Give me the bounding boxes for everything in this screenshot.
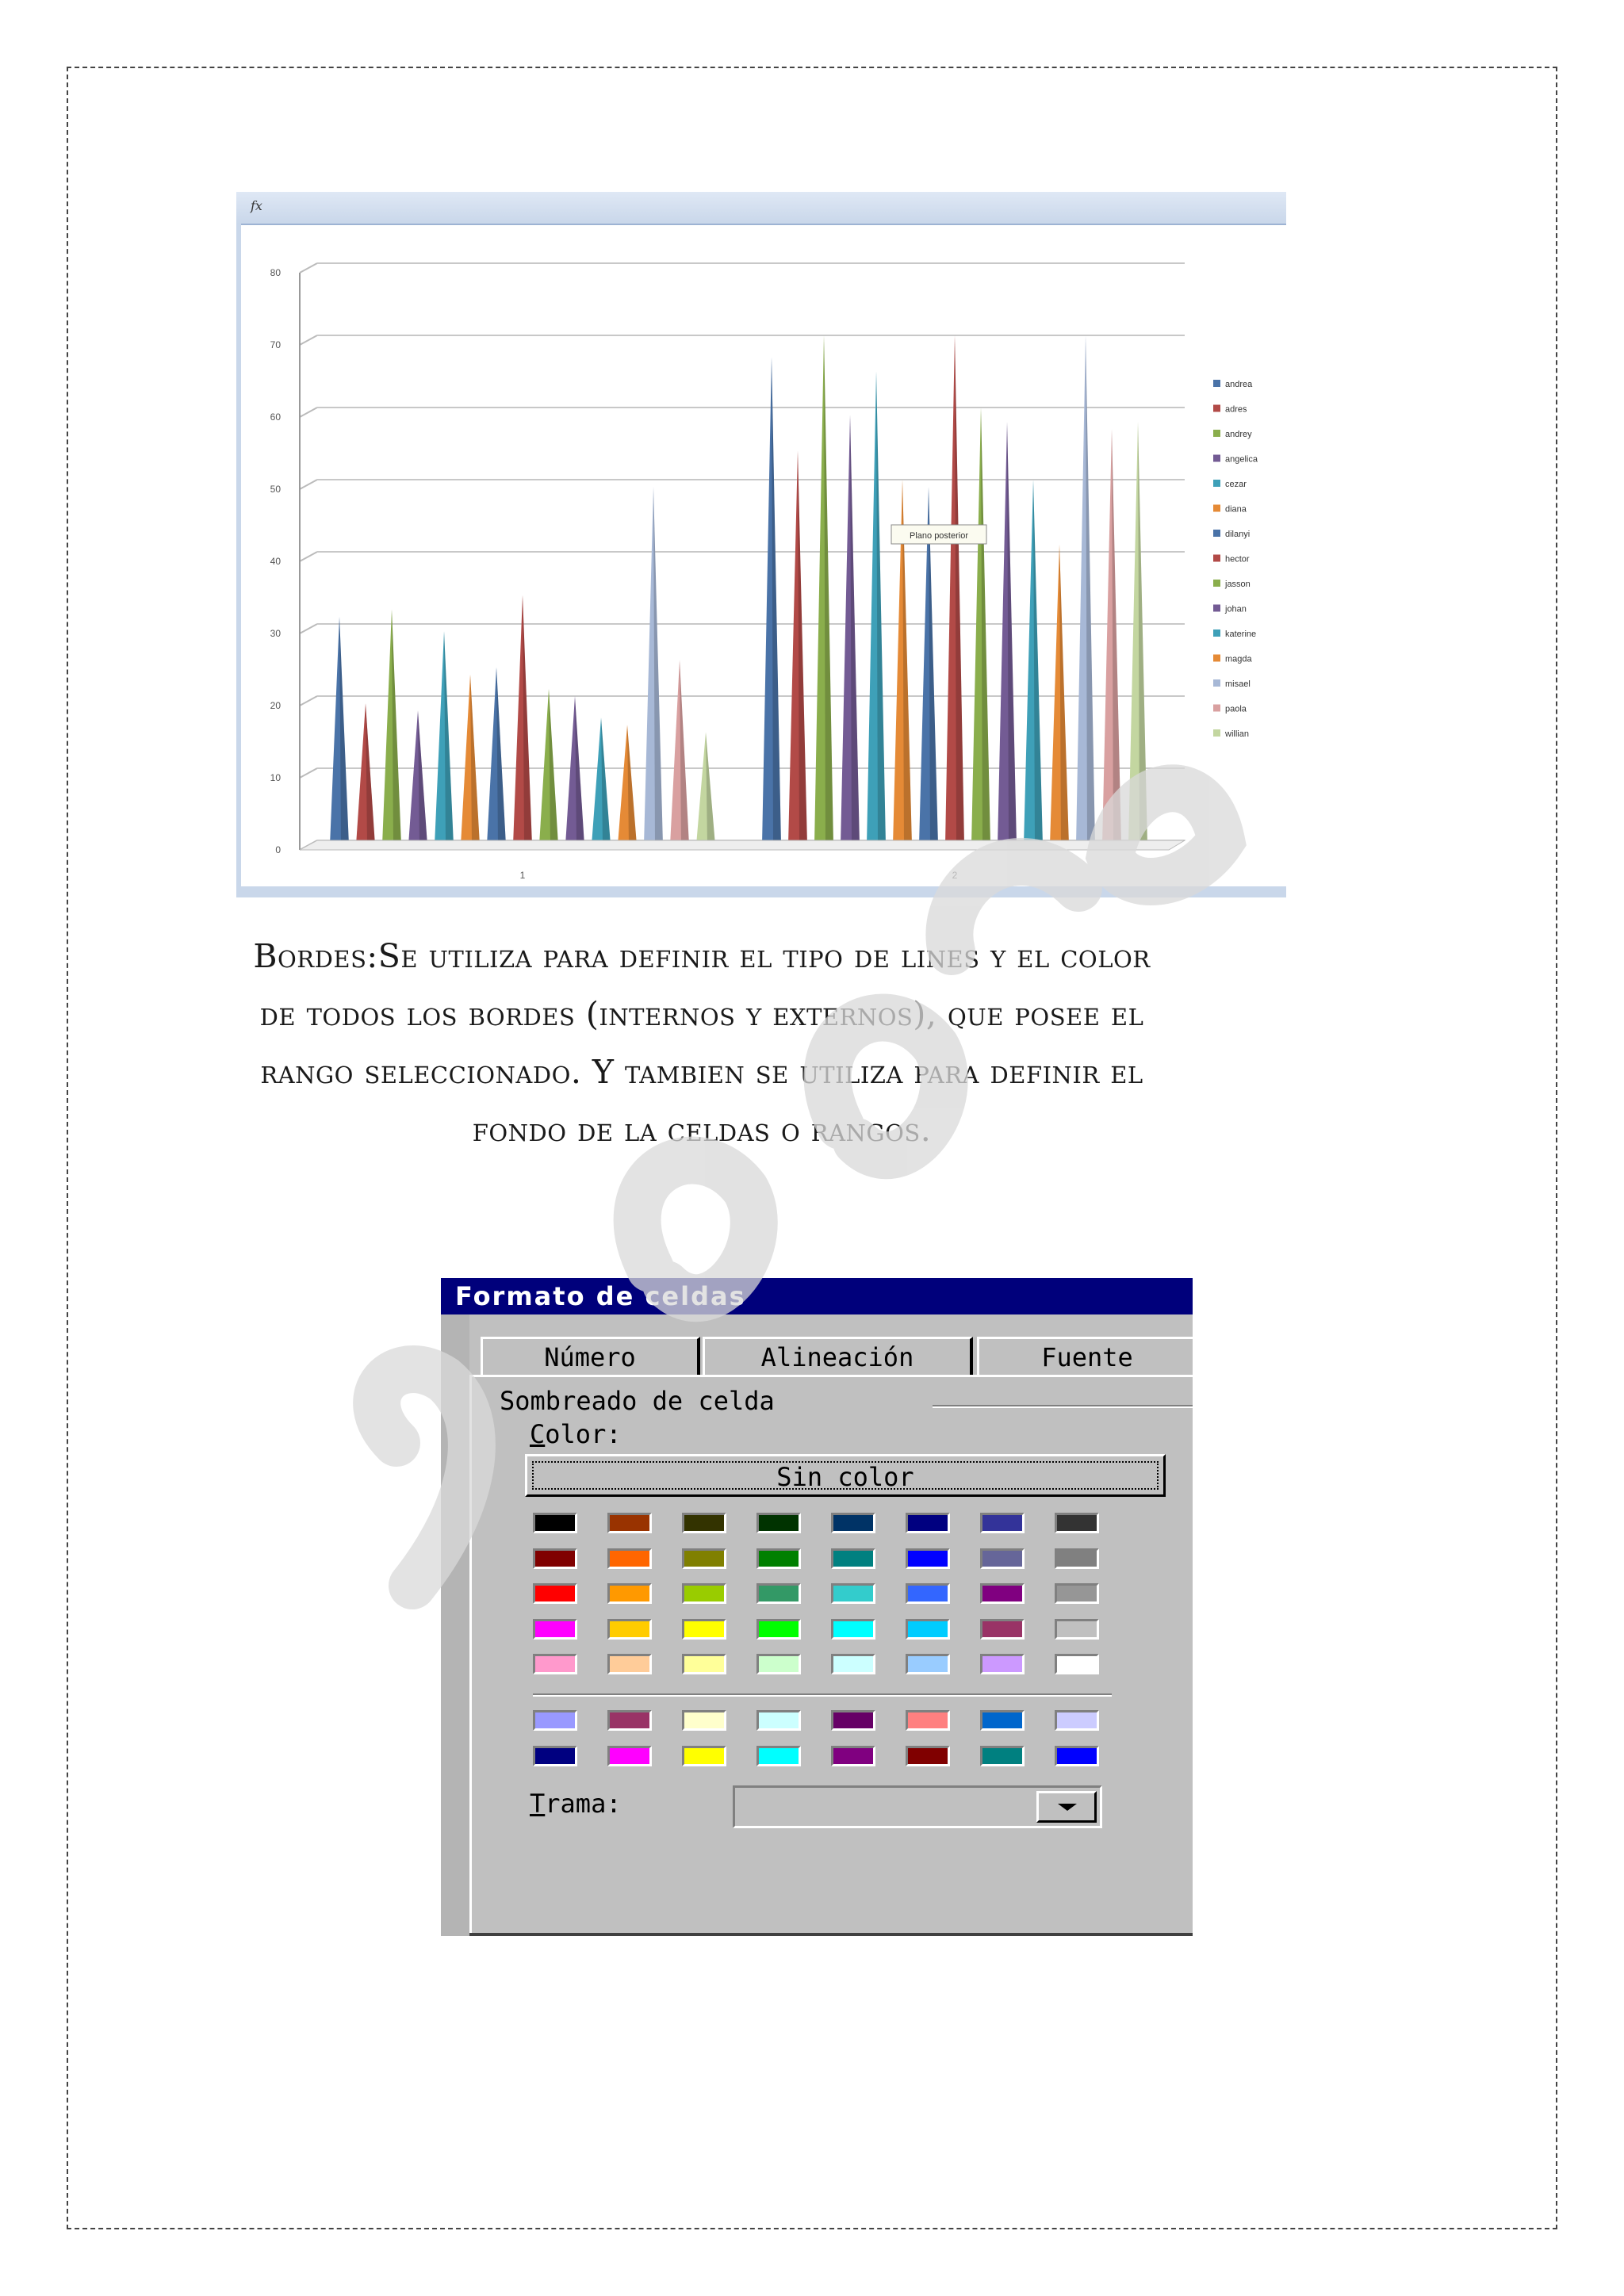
color-swatch[interactable] [906, 1548, 950, 1569]
color-swatch[interactable] [533, 1710, 577, 1731]
color-swatch[interactable] [980, 1619, 1025, 1640]
cone-shade [470, 675, 480, 845]
color-swatch[interactable] [682, 1710, 726, 1731]
color-swatch[interactable] [756, 1583, 801, 1604]
cone-shade [772, 357, 781, 845]
color-swatch[interactable] [682, 1619, 726, 1640]
color-swatch[interactable] [756, 1710, 801, 1731]
chart-cone [592, 718, 611, 848]
chart-cone [382, 610, 401, 848]
chart-screenshot [236, 192, 1286, 897]
chart-cone [696, 733, 715, 849]
cone-shade [653, 487, 663, 845]
color-swatch[interactable] [756, 1548, 801, 1569]
cone-shade [1059, 545, 1069, 845]
cone-shade [1007, 422, 1017, 845]
chart-cone [998, 422, 1017, 848]
pattern-label [530, 1789, 622, 1819]
color-swatch[interactable] [906, 1654, 950, 1674]
color-swatch[interactable] [756, 1619, 801, 1640]
cone-shade [418, 710, 427, 845]
color-swatch[interactable] [1055, 1583, 1099, 1604]
chart-cone [461, 675, 480, 848]
chart-cone [971, 408, 990, 848]
color-swatch[interactable] [980, 1710, 1025, 1731]
chart-cone [618, 725, 637, 848]
cone-shade [1033, 480, 1043, 845]
pattern-dropdown[interactable] [733, 1785, 1102, 1828]
color-swatch[interactable] [682, 1548, 726, 1569]
chart-cone [565, 696, 584, 848]
cone-shade [392, 610, 401, 845]
legend-label: dilanyi [1225, 530, 1251, 539]
dropdown-button[interactable] [1036, 1791, 1097, 1823]
color-swatch[interactable] [682, 1654, 726, 1674]
dialog-edge [441, 1314, 469, 1936]
cone-shade [339, 617, 349, 845]
color-swatch[interactable] [906, 1583, 950, 1604]
dialog-title: Formato de celdas [455, 1281, 746, 1311]
cone-shade [706, 733, 715, 846]
group-label: Sombreado de celda [500, 1386, 784, 1416]
legend-label: jasson [1225, 580, 1251, 589]
legend-marker [1213, 455, 1220, 462]
gridline-diagonal [300, 480, 317, 489]
color-swatch[interactable] [607, 1513, 652, 1533]
legend-label: andrey [1225, 430, 1252, 439]
pattern-label-accesskey: T [530, 1789, 546, 1819]
chart-cone [487, 668, 506, 848]
format-cells-dialog [441, 1278, 1193, 1936]
gridline-diagonal [300, 768, 317, 778]
cone-shade [523, 595, 532, 845]
color-swatch[interactable] [906, 1710, 950, 1731]
cone-shade [876, 372, 886, 846]
body-paragraph: Bordes:Se utiliza para definir el tipo de lines y el color de todos los bordes (internos y externos), que posee el rango seleccionado. Y tambien se utiliza para definir el fondo de la celdas o rangos. [253, 937, 1151, 1149]
legend-label: paola [1225, 704, 1247, 714]
color-swatch[interactable] [607, 1619, 652, 1640]
x-tick-label: 2 [952, 870, 958, 881]
legend-label: angelica [1225, 454, 1258, 465]
gridline-diagonal [300, 408, 317, 417]
y-tick-label: 0 [275, 844, 281, 855]
chart-cone [1128, 422, 1147, 848]
color-swatch[interactable] [607, 1746, 652, 1766]
color-swatch[interactable] [980, 1583, 1025, 1604]
gridline-diagonal [300, 624, 317, 633]
color-swatch[interactable] [533, 1746, 577, 1766]
cone-shade [549, 689, 558, 845]
legend-marker [1213, 555, 1220, 562]
color-swatch[interactable] [756, 1746, 801, 1766]
color-swatch[interactable] [607, 1654, 652, 1674]
y-tick-label: 60 [270, 411, 281, 423]
y-tick-label: 70 [270, 339, 281, 350]
legend-label: hector [1225, 554, 1250, 564]
color-swatch[interactable] [682, 1746, 726, 1766]
chart-cone [435, 631, 454, 848]
legend-marker [1213, 705, 1220, 712]
group-divider [933, 1405, 1193, 1408]
legend-label: katerine [1225, 629, 1257, 639]
color-swatch[interactable] [831, 1513, 875, 1533]
chart-cone [670, 660, 689, 849]
cone-shade [824, 335, 833, 845]
color-swatch[interactable] [1055, 1619, 1099, 1640]
cone-shade [680, 660, 689, 846]
color-swatch[interactable] [980, 1746, 1025, 1766]
legend-marker [1213, 430, 1220, 437]
color-swatch[interactable] [1055, 1513, 1099, 1533]
fx-icon: fx [251, 198, 262, 213]
color-swatch[interactable] [682, 1583, 726, 1604]
legend-marker [1213, 729, 1220, 737]
chart-cone [814, 335, 833, 848]
gridline-diagonal [300, 335, 317, 345]
chart-cone [788, 451, 807, 848]
color-swatch[interactable] [756, 1513, 801, 1533]
cone-shade [444, 631, 454, 845]
y-tick-label: 80 [270, 267, 281, 278]
window-edge-bottom [236, 886, 1286, 897]
cone-shade [1112, 429, 1121, 845]
legend-label: johan [1225, 604, 1247, 614]
cone-shade [601, 718, 611, 845]
chart-cone [1076, 335, 1095, 848]
cone-shade [496, 668, 506, 845]
color-swatch[interactable] [831, 1710, 875, 1731]
dialog-titlebar[interactable] [441, 1278, 1193, 1314]
color-swatch[interactable] [607, 1548, 652, 1569]
legend-label: andrea [1225, 380, 1253, 389]
tab-fuente[interactable]: Fuente [977, 1337, 1193, 1377]
chevron-down-icon [1058, 1804, 1077, 1811]
legend-label: magda [1225, 654, 1252, 664]
color-swatch[interactable] [607, 1583, 652, 1604]
color-swatch[interactable] [533, 1654, 577, 1674]
y-tick-label: 50 [270, 484, 281, 495]
color-swatch[interactable] [756, 1654, 801, 1674]
color-swatch[interactable] [1055, 1746, 1099, 1766]
color-swatch[interactable] [533, 1583, 577, 1604]
no-color-button[interactable] [525, 1454, 1166, 1497]
color-swatch[interactable] [906, 1513, 950, 1533]
color-swatch[interactable] [607, 1710, 652, 1731]
chart-floor [300, 840, 1185, 850]
chart-cone [867, 372, 886, 849]
legend-label: willian [1225, 729, 1249, 739]
chart-cone [408, 710, 427, 848]
y-tick-label: 30 [270, 628, 281, 639]
legend-marker [1213, 505, 1220, 512]
cone-shade [1138, 422, 1147, 845]
color-label-accesskey: C [530, 1419, 546, 1449]
color-swatch[interactable] [831, 1619, 875, 1640]
legend-label: cezar [1225, 480, 1247, 489]
color-swatch[interactable] [980, 1513, 1025, 1533]
y-tick-label: 10 [270, 772, 281, 783]
legend-marker [1213, 605, 1220, 612]
color-swatch[interactable] [533, 1513, 577, 1533]
legend-marker [1213, 580, 1220, 587]
legend-label: adres [1225, 404, 1247, 415]
legend-marker [1213, 655, 1220, 662]
tab-numero[interactable]: Número [481, 1337, 700, 1377]
legend-marker [1213, 405, 1220, 412]
cone-shade [981, 408, 990, 845]
y-tick-label: 40 [270, 556, 281, 567]
chart-cone [330, 617, 349, 848]
gridline-diagonal [300, 696, 317, 706]
gridline-diagonal [300, 263, 317, 273]
legend-marker [1213, 530, 1220, 537]
gridline-diagonal [300, 552, 317, 561]
chart-cone [513, 595, 532, 848]
y-tick-label: 20 [270, 700, 281, 711]
color-label [530, 1419, 622, 1449]
color-label-text: olor: [545, 1419, 622, 1449]
legend-marker [1213, 380, 1220, 387]
legend-label: diana [1225, 504, 1247, 515]
color-swatch[interactable] [831, 1548, 875, 1569]
chart-cone [945, 335, 964, 848]
cone-chart [236, 192, 1286, 897]
cone-shade [798, 451, 807, 845]
chart-cone [1024, 480, 1043, 848]
chart-cone [1102, 429, 1121, 848]
color-swatch[interactable] [831, 1746, 875, 1766]
cone-shade [1086, 335, 1095, 845]
pattern-label-text: rama: [545, 1789, 622, 1819]
color-swatch[interactable] [831, 1654, 875, 1674]
x-tick-label: 1 [519, 870, 526, 881]
chart-tooltip: Plano posterior [910, 531, 968, 541]
color-swatch[interactable] [1055, 1548, 1099, 1569]
cone-shade [627, 725, 637, 845]
cone-shade [955, 335, 964, 845]
chart-cone [356, 703, 375, 848]
cone-shade [366, 703, 375, 845]
color-swatch[interactable] [1055, 1710, 1099, 1731]
color-swatch[interactable] [533, 1548, 577, 1569]
color-swatch[interactable] [906, 1619, 950, 1640]
color-swatch[interactable] [831, 1583, 875, 1604]
legend-marker [1213, 679, 1220, 687]
color-swatch[interactable] [980, 1654, 1025, 1674]
palette-separator [533, 1693, 1112, 1697]
color-swatch[interactable] [682, 1513, 726, 1533]
tab-alineacion[interactable]: Alineación [703, 1337, 973, 1377]
color-swatch[interactable] [1055, 1654, 1099, 1674]
legend-label: misael [1225, 679, 1251, 689]
legend-marker [1213, 629, 1220, 637]
color-swatch[interactable] [980, 1548, 1025, 1569]
color-swatch[interactable] [533, 1619, 577, 1640]
cone-shade [575, 696, 584, 845]
chart-cone [762, 357, 781, 848]
no-color-label: Sin color [532, 1461, 1159, 1490]
dialog-edge-bottom [469, 1933, 1193, 1936]
legend-marker [1213, 480, 1220, 487]
chart-cone [644, 487, 663, 848]
color-swatch[interactable] [906, 1746, 950, 1766]
